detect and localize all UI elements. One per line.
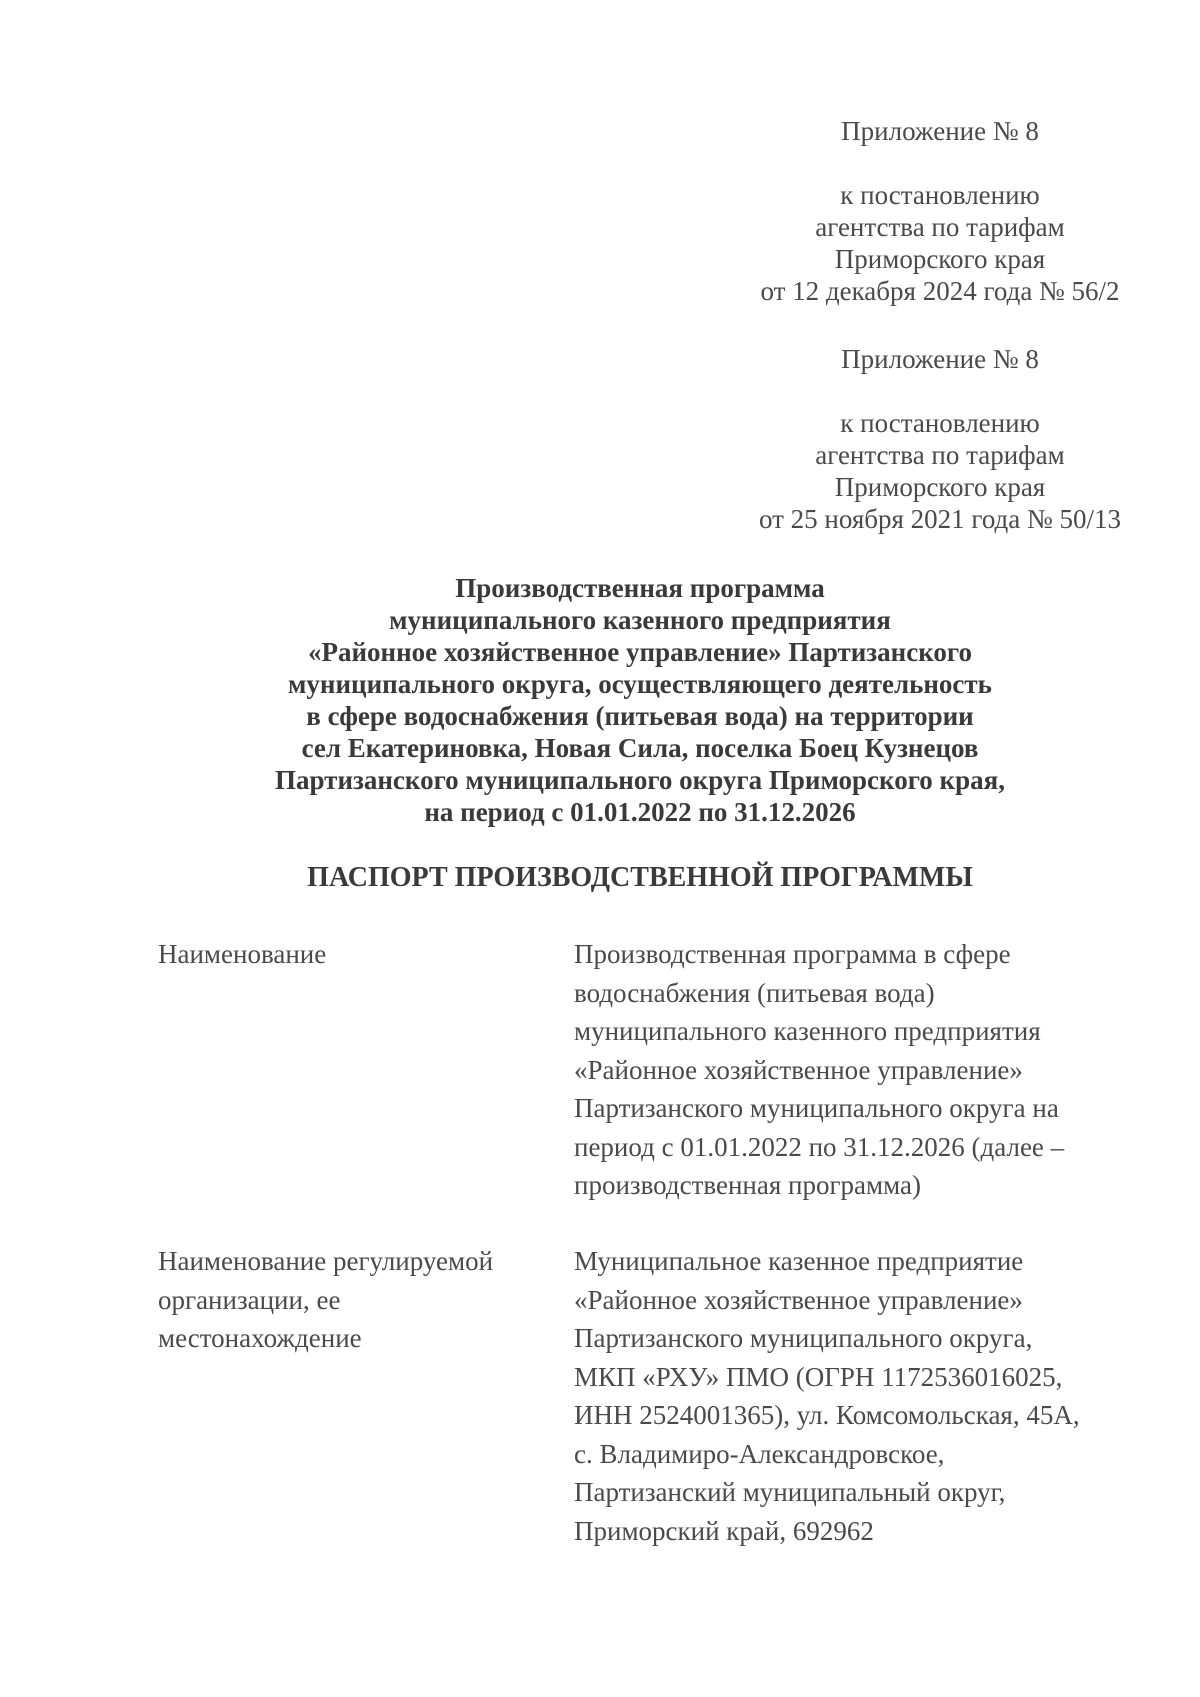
title-line: сел Екатериновка, Новая Сила, поселка Боец Кузнецов bbox=[301, 733, 979, 763]
passport-label bbox=[158, 935, 548, 974]
value-line: водоснабжения (питьевая вода) bbox=[574, 977, 935, 1008]
appendix-line: Приморского края bbox=[834, 472, 1046, 502]
passport-value bbox=[574, 1242, 1124, 1550]
value-line: производственная программа) bbox=[574, 1170, 921, 1200]
title-line: «Районное хозяйственное управление» Партизанского bbox=[308, 637, 972, 667]
value-line: Партизанского муниципального округа на bbox=[574, 1093, 1059, 1123]
appendix-line: от 12 декабря 2024 года № 56/2 bbox=[760, 276, 1120, 306]
value-line: Партизанского муниципального округа, bbox=[574, 1323, 1033, 1353]
value-line: с. Владимиро-Александровское, bbox=[574, 1438, 945, 1469]
value-line: Муниципальное казенное предприятие bbox=[574, 1246, 1024, 1276]
value-line: Приморский край, 692962 bbox=[574, 1515, 874, 1546]
label-line: Наименование bbox=[158, 939, 327, 969]
appendix-line: агентства по тарифам bbox=[815, 212, 1065, 242]
value-line: период с 01.01.2022 по 31.12.2026 (далее – bbox=[574, 1131, 1065, 1162]
appendix-number: Приложение № 8 bbox=[841, 344, 1039, 374]
appendix-number: Приложение № 8 bbox=[841, 116, 1039, 146]
appendix-line: к постановлению bbox=[840, 408, 1040, 438]
program-title bbox=[60, 572, 1200, 828]
title-line: муниципального казенного предприятия bbox=[389, 605, 891, 635]
appendix-reference bbox=[680, 407, 1200, 535]
value-line: «Районное хозяйственное управление» bbox=[574, 1284, 1023, 1315]
passport-heading: ПАСПОРТ ПРОИЗВОДСТВЕННОЙ ПРОГРАММЫ bbox=[307, 862, 973, 893]
value-line: ИНН 2524001365), ул. Комсомольская, 45А, bbox=[574, 1400, 1080, 1430]
appendix-previous bbox=[680, 343, 1200, 535]
appendix-line: от 25 ноября 2021 года № 50/13 bbox=[758, 504, 1122, 534]
value-line: Производственная программа в сфере bbox=[574, 939, 1011, 969]
title-line: на период с 01.01.2022 по 31.12.2026 bbox=[424, 797, 856, 827]
value-line: «Районное хозяйственное управление» bbox=[574, 1054, 1023, 1085]
appendix-line: агентства по тарифам bbox=[815, 440, 1065, 470]
passport-value bbox=[574, 935, 1124, 1205]
appendix-line: к постановлению bbox=[840, 180, 1040, 210]
appendix-current bbox=[680, 115, 1200, 307]
title-line: муниципального округа, осуществляющего деятельность bbox=[288, 669, 992, 699]
label-line: Наименование регулируемой bbox=[158, 1246, 494, 1276]
value-line: Партизанский муниципальный округ, bbox=[574, 1477, 1006, 1507]
value-line: муниципального казенного предприятия bbox=[574, 1016, 1041, 1046]
title-line: Производственная программа bbox=[455, 573, 825, 603]
label-line: местонахождение bbox=[158, 1323, 362, 1353]
value-line: МКП «РХУ» ПМО (ОГРН 1172536016025, bbox=[574, 1361, 1063, 1392]
appendix-line: Приморского края bbox=[834, 244, 1046, 274]
passport-label bbox=[158, 1242, 548, 1358]
label-line: организации, ее bbox=[158, 1284, 341, 1315]
title-line: Партизанского муниципального округа Приморского края, bbox=[275, 765, 1005, 795]
title-line: в сфере водоснабжения (питьевая вода) на территории bbox=[306, 701, 974, 731]
appendix-reference bbox=[680, 179, 1200, 307]
